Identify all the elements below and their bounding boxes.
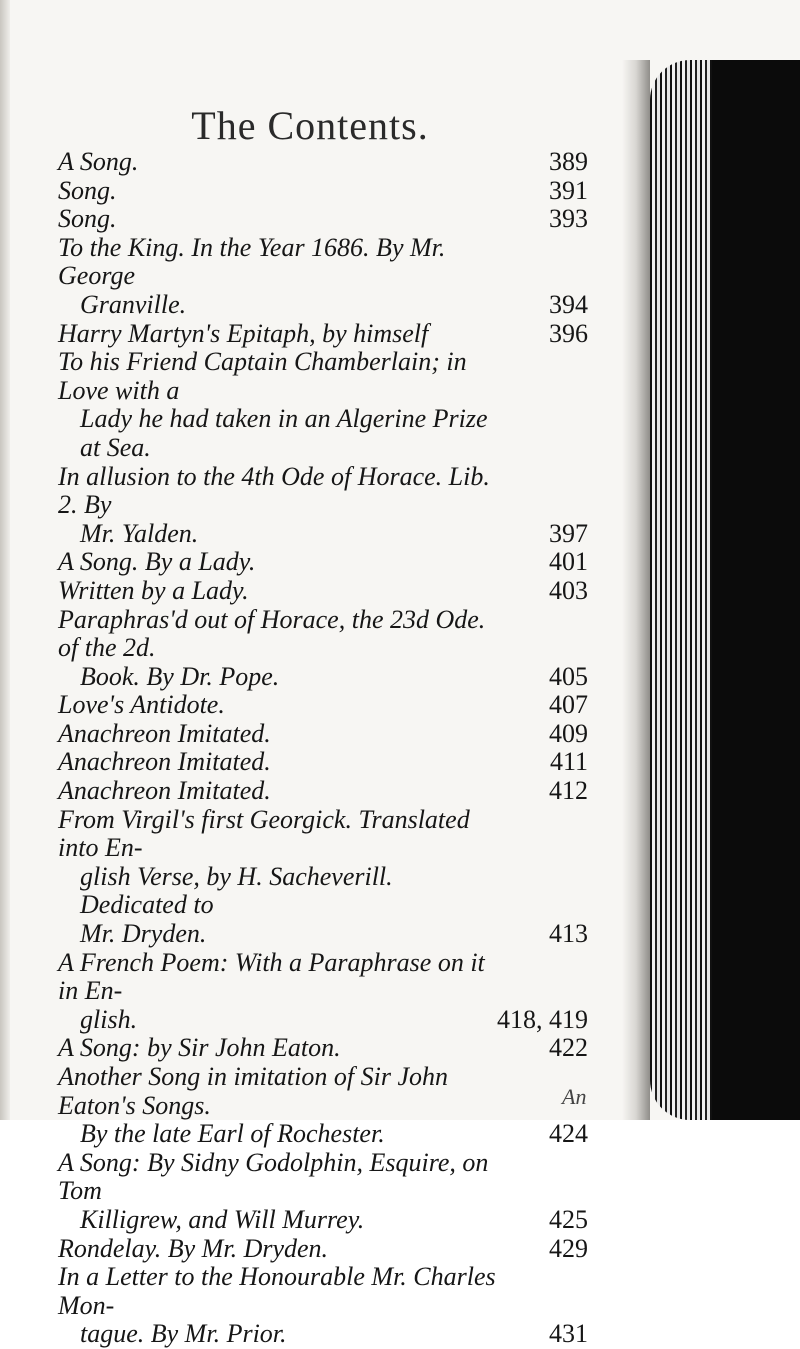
entry-page-number: 409	[549, 718, 588, 748]
entry-page-number: 401	[549, 547, 588, 577]
entry-title: A Song: By Sidny Godolphin, Esquire, on Tom	[58, 1147, 489, 1206]
entry-title: To his Friend Captain Chamberlain; in Love with a	[58, 347, 467, 405]
entry-title: Love's Antidote.	[58, 690, 225, 720]
contents-list	[58, 148, 588, 1349]
entry-title-continued: Mr. Dryden.	[80, 919, 207, 949]
entry-title-continued: Granville.	[80, 289, 187, 319]
contents-entry	[58, 234, 588, 320]
contents-entry	[58, 205, 588, 234]
contents-entry	[58, 691, 588, 720]
entry-page-number: 424	[549, 1119, 588, 1149]
page-header: The Contents.	[191, 103, 429, 148]
entry-title: To the King. In the Year 1686. By Mr. George	[58, 232, 446, 291]
entry-title-continued: Book. By Dr. Pope.	[80, 661, 280, 691]
entry-title-continued: Lady he had taken in an Algerine Prize at Sea.	[80, 404, 488, 462]
contents-entry	[58, 148, 588, 177]
contents-entry	[58, 1235, 588, 1264]
entry-title: Anachreon Imitated.	[58, 718, 271, 748]
entry-title: In allusion to the 4th Ode of Horace. Lib. 2. By	[58, 461, 490, 520]
entry-page-number: 413	[549, 919, 588, 949]
entry-title: A Song.	[58, 147, 139, 176]
contents-entry	[58, 577, 588, 606]
entry-title-continued: Killigrew, and Will Murrey.	[80, 1204, 365, 1234]
contents-entry	[58, 949, 588, 1035]
entry-page-number: 431	[549, 1319, 588, 1349]
entry-title-continued: glish Verse, by H. Sacheverill. Dedicated to	[80, 861, 393, 920]
entry-title: Written by a Lady.	[58, 575, 249, 605]
entry-page-number: 393	[549, 204, 588, 234]
entry-title: A French Poem: With a Paraphrase on it in En-	[58, 947, 485, 1006]
entry-title: A Song. By a Lady.	[58, 547, 256, 577]
entry-page-number: 396	[549, 318, 588, 348]
entry-page-number: 394	[549, 289, 588, 319]
entry-page-number: 411	[549, 747, 588, 777]
entry-page-number: 418, 419	[497, 1004, 588, 1034]
entry-title: Anachreon Imitated.	[58, 747, 271, 777]
entry-title: Song.	[58, 204, 117, 234]
entry-title: Rondelay. By Mr. Dryden.	[58, 1233, 329, 1263]
entry-page-number: 397	[549, 518, 588, 548]
binding-shadow	[712, 60, 800, 1120]
contents-entry	[58, 177, 588, 206]
entry-title: A Song: by Sir John Eaton.	[58, 1033, 341, 1063]
contents-entry	[58, 1263, 588, 1349]
contents-entry	[58, 1034, 588, 1063]
contents-entry	[58, 748, 588, 777]
entry-title: Harry Martyn's Epitaph, by himself	[58, 318, 429, 348]
contents-entry	[58, 606, 588, 692]
entry-page-number: 405	[549, 661, 588, 691]
contents-entry	[58, 777, 588, 806]
page-edge	[0, 0, 10, 1253]
catchword: An	[562, 1084, 587, 1109]
entry-title-continued: By the late Earl of Rochester.	[80, 1119, 385, 1149]
entry-title-continued: tague. By Mr. Prior.	[80, 1319, 287, 1349]
entry-title: In a Letter to the Honourable Mr. Charles Mon-	[58, 1262, 496, 1320]
contents-entry	[58, 720, 588, 749]
entry-page-number: 422	[549, 1033, 588, 1063]
entry-title: Song.	[58, 175, 117, 205]
entry-page-number: 391	[549, 175, 588, 205]
entry-title-continued: Mr. Yalden.	[80, 518, 199, 548]
contents-entry	[58, 548, 588, 577]
contents-entry	[58, 348, 588, 462]
entry-page-number: 429	[549, 1233, 588, 1263]
entry-page-number: 425	[549, 1204, 588, 1234]
entry-page-number: 412	[549, 776, 588, 806]
entry-title: From Virgil's first Georgick. Translated into En-	[58, 804, 470, 863]
contents-entry	[58, 463, 588, 549]
contents-entry	[58, 320, 588, 349]
contents-entry	[58, 1149, 588, 1235]
entry-title: Another Song in imitation of Sir John Eaton's Songs.	[58, 1062, 448, 1120]
entry-page-number: 389	[549, 147, 588, 176]
entry-page-number: 407	[549, 690, 588, 720]
entry-title: Paraphras'd out of Horace, the 23d Ode. of the 2d.	[58, 604, 486, 663]
contents-entry	[58, 806, 588, 949]
entry-title-continued: glish.	[80, 1004, 138, 1034]
entry-title: Anachreon Imitated.	[58, 776, 271, 806]
contents-entry	[58, 1063, 588, 1149]
entry-page-number: 403	[549, 575, 588, 605]
gutter-fold	[622, 60, 650, 1120]
